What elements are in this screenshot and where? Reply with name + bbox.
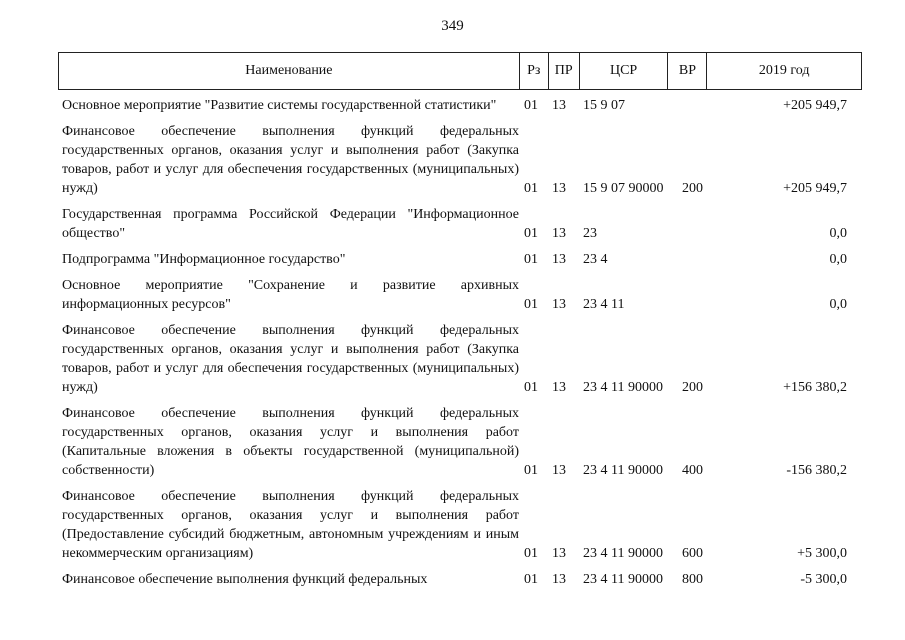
row-rz: 01	[524, 98, 538, 113]
row-sum: -156 380,2	[786, 463, 847, 478]
row-name: Финансовое обеспечение выполнения функций федеральных государственных органов, оказания услуг и выполнения работ (Закупка товаров, работ и услуг для обеспечения государственных (муниципальных) нужд)	[62, 124, 519, 196]
table-row	[62, 96, 852, 115]
header-vr: ВР	[668, 53, 707, 89]
row-rz: 01	[524, 546, 538, 561]
row-rz: 01	[524, 463, 538, 478]
table-row	[62, 250, 852, 269]
header-csr: ЦСР	[580, 53, 669, 89]
table-row	[62, 276, 852, 314]
row-pr: 13	[552, 226, 566, 241]
row-pr: 13	[552, 297, 566, 312]
header-pr: ПР	[549, 53, 580, 89]
row-rz: 01	[524, 297, 538, 312]
table-row	[62, 570, 852, 589]
header-rz: Рз	[520, 53, 549, 89]
row-csr: 15 9 07	[583, 98, 625, 113]
row-sum: +205 949,7	[783, 181, 847, 196]
row-name: Финансовое обеспечение выполнения функций федеральных государственных органов, оказания услуг и выполнения работ (Капитальные вложения в объекты государственной (муниципальной) собственности)	[62, 406, 519, 478]
header-year: 2019 год	[758, 63, 810, 78]
table-row	[62, 122, 852, 198]
row-csr: 23 4	[583, 252, 608, 267]
row-pr: 13	[552, 546, 566, 561]
row-pr: 13	[552, 380, 566, 395]
row-rz: 01	[524, 380, 538, 395]
row-name: Подпрограмма "Информационное государство"	[62, 252, 346, 267]
row-vr: 400	[682, 463, 703, 478]
row-pr: 13	[552, 252, 566, 267]
row-sum: 0,0	[829, 297, 847, 312]
table-header	[58, 52, 862, 90]
row-vr: 200	[682, 380, 703, 395]
table-row	[62, 205, 852, 243]
row-name: Финансовое обеспечение выполнения функций федеральных государственных органов, оказания услуг и выполнения работ (Закупка товаров, работ и услуг для обеспечения государственных (муниципальных) нужд)	[62, 323, 519, 395]
row-rz: 01	[524, 252, 538, 267]
row-name: Финансовое обеспечение выполнения функций федеральных	[62, 572, 428, 587]
row-sum: 0,0	[829, 252, 847, 267]
table-body	[62, 96, 852, 596]
row-name: Основное мероприятие "Развитие системы государственной статистики"	[62, 98, 497, 113]
row-rz: 01	[524, 572, 538, 587]
table-row	[62, 487, 852, 563]
row-vr: 600	[682, 546, 703, 561]
row-rz: 01	[524, 226, 538, 241]
row-csr: 23 4 11 90000	[583, 380, 663, 395]
table-row	[62, 321, 852, 397]
header-name: Наименование	[59, 53, 520, 89]
row-sum: +205 949,7	[783, 98, 847, 113]
row-name: Основное мероприятие "Сохранение и развитие архивных информационных ресурсов"	[62, 278, 519, 312]
row-sum: +5 300,0	[797, 546, 847, 561]
table-row	[62, 404, 852, 480]
row-vr: 800	[682, 572, 703, 587]
row-pr: 13	[552, 463, 566, 478]
row-csr: 23 4 11 90000	[583, 572, 663, 587]
row-csr: 23 4 11	[583, 297, 625, 312]
page-number: 349	[441, 18, 464, 34]
row-vr: 200	[682, 181, 703, 196]
row-csr: 15 9 07 90000	[583, 181, 664, 196]
row-pr: 13	[552, 98, 566, 113]
row-rz: 01	[524, 181, 538, 196]
row-name: Финансовое обеспечение выполнения функций федеральных государственных органов, оказания услуг и выполнения работ (Предоставление субсидий бюджетным, автономным учреждениям и иным некоммерческим организациям)	[62, 489, 519, 561]
row-sum: 0,0	[829, 226, 847, 241]
row-csr: 23 4 11 90000	[583, 463, 663, 478]
row-sum: -5 300,0	[800, 572, 847, 587]
row-csr: 23	[583, 226, 597, 241]
row-sum: +156 380,2	[783, 380, 847, 395]
row-pr: 13	[552, 181, 566, 196]
row-name: Государственная программа Российской Федерации "Информационное общество"	[62, 207, 519, 241]
row-pr: 13	[552, 572, 566, 587]
row-csr: 23 4 11 90000	[583, 546, 663, 561]
